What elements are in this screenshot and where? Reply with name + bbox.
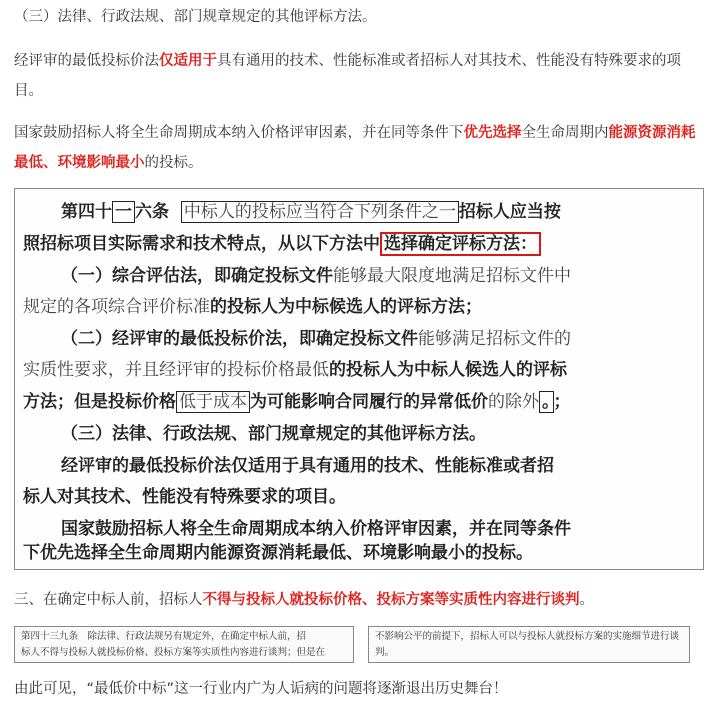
para1-highlight: 仅适用于: [159, 53, 217, 69]
law-line: [15, 324, 720, 356]
law-line: [15, 229, 713, 261]
law-text: 招标人应当按: [458, 202, 561, 222]
paragraph-lifecycle: [14, 118, 706, 178]
law-excerpt-image: [14, 188, 704, 570]
law-text-light: 的除外: [488, 392, 539, 412]
paragraph-lowest-price: [14, 46, 706, 106]
section3-text: 三、在确定中标人前，招标人: [14, 592, 203, 608]
para2-highlight-1: 优先选择: [463, 125, 522, 141]
law-line: 经评审的最低投标价法仅适用于具有通用的技术、性能标准或者招: [61, 456, 554, 476]
revision-box: 一: [112, 201, 135, 223]
law-line: [15, 387, 713, 419]
law-text: 的投标人为中标人候选人的评标: [329, 360, 567, 380]
law-text: 为可能影响合同履行的异常低价: [250, 392, 488, 412]
article-number-end: 六条: [135, 202, 169, 222]
para2-text: 国家鼓励招标人将全生命周期成本纳入价格评审因素，并在同等条件下: [14, 125, 464, 141]
intro-item-3: （三）法律、行政法规、部门规章规定的其他评标方法。: [14, 9, 377, 25]
law-text-light: 能够满足招标文件的: [418, 329, 571, 349]
strip-line: 判。: [375, 647, 395, 658]
law-text-light: 能够最大限度地满足招标文件中: [333, 266, 571, 286]
law-strip-left: [14, 626, 354, 663]
law-line: [15, 261, 720, 293]
para2-text-end: 的投标。: [144, 155, 203, 171]
highlight-red-box: 选择确定评标方法：: [380, 232, 541, 256]
law-text: （一）综合评估法，即确定投标文件: [61, 266, 333, 286]
law-text: 的投标人为中标候选人的评标方法；: [210, 297, 482, 317]
section3-highlight: 不得与投标人就投标价格、投标方案等实质性内容进行谈判: [202, 592, 580, 608]
inserted-text-box: 低于成本: [176, 391, 250, 413]
strip-line: 标人不得与投标人就投标价格、投标方案等实质性内容进行谈判；但是在: [21, 647, 326, 658]
section3-text-end: 。: [579, 592, 594, 608]
law-line: [15, 197, 720, 229]
law-line: 国家鼓励招标人将全生命周期成本纳入价格评审因素，并在同等条件: [61, 519, 571, 539]
law-line: [15, 355, 713, 387]
law-text: ；: [553, 392, 571, 412]
article-number: 第四十: [61, 202, 112, 222]
para1-text: 经评审的最低投标价法: [14, 53, 159, 69]
law-text: 方法；但是投标价格: [23, 392, 176, 412]
law-text: 照招标项目实际需求和技术特点，从以下方法中: [23, 234, 380, 254]
punctuation-box: 。: [539, 391, 554, 413]
para2-highlight-2: 能源资源消耗最低、环境影响最小: [14, 125, 696, 171]
para2-text-mid: 全生命周期内: [521, 125, 609, 141]
strip-line: 不影响公平的前提下，招标人可以与投标人就投标方案的实施细节进行谈: [375, 631, 680, 642]
strip-line: 第四十三九条 除法律、行政法规另有规定外，在确定中标人前，招: [21, 631, 307, 642]
law-text-light: 实质性要求，并且经评审的投标价格最低: [23, 360, 329, 380]
law-line: （三）法律、行政法规、部门规章规定的其他评标方法。: [61, 424, 486, 444]
law-line: 标人对其技术、性能没有特殊要求的项目。: [23, 487, 346, 507]
law-text-light: 规定的各项综合评价标准: [23, 297, 210, 317]
law-text: （二）经评审的最低投标价法，即确定投标文件: [61, 329, 418, 349]
deleted-text-box: 中标人的投标应当符合下列条件之一: [181, 201, 459, 223]
law-line: 下优先选择全生命周期内能源资源消耗最低、环境影响最小的投标。: [23, 543, 533, 563]
section-3-heading: [14, 588, 594, 609]
law-line: [15, 292, 713, 324]
para1-text-end: 具有通用的技术、性能标准或者招标人对其技术、性能没有特殊要求的项目。: [14, 53, 681, 99]
law-strip-right: [368, 626, 690, 663]
conclusion: 由此可见，“最低价中标”这一行业内广为人诟病的问题将逐渐退出历史舞台！: [14, 681, 508, 697]
